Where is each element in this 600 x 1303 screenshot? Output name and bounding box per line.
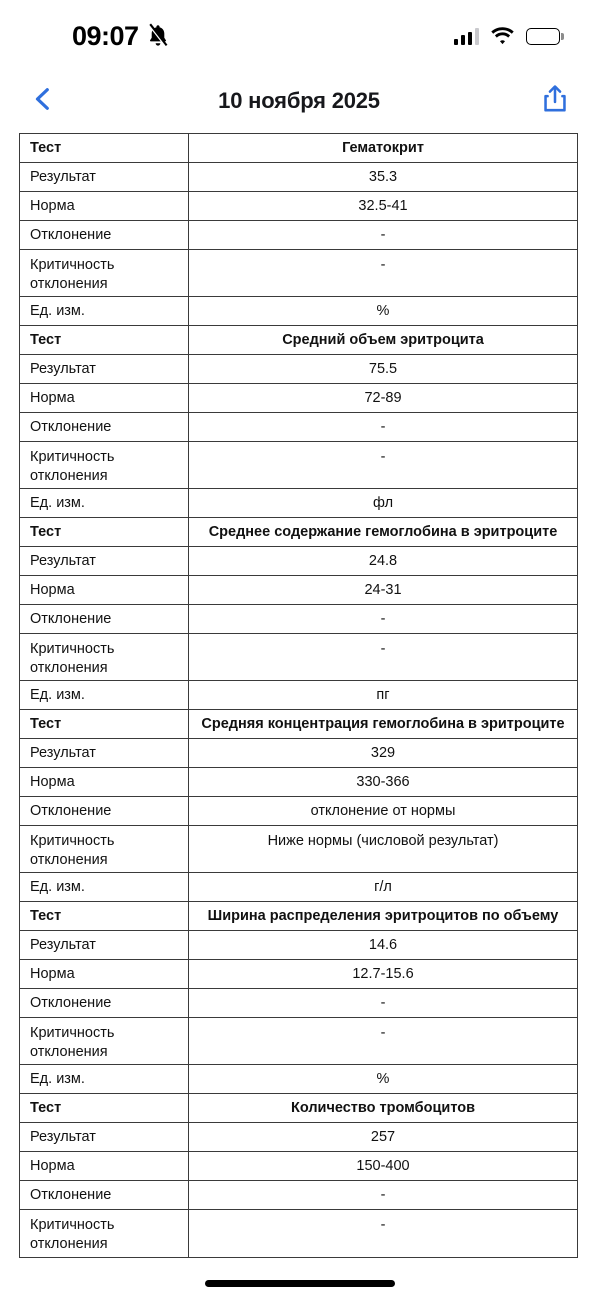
status-bar-left — [72, 20, 170, 51]
table-row — [20, 931, 578, 960]
row-label-unit: Ед. изм. — [20, 873, 189, 902]
table-row — [20, 1065, 578, 1094]
row-label-test: Тест — [20, 326, 189, 355]
cell-unit: пг — [189, 681, 578, 710]
row-label-deviation: Отклонение — [20, 797, 189, 826]
page-title: 10 ноября 2025 — [218, 88, 380, 113]
table-row — [20, 355, 578, 384]
criticality-label-line2: отклонения — [30, 1236, 108, 1253]
row-label-norm: Норма — [20, 768, 189, 797]
row-label-unit: Ед. изм. — [20, 1065, 189, 1094]
table-row — [20, 902, 578, 931]
row-label-norm: Норма — [20, 192, 189, 221]
back-button[interactable] — [26, 84, 60, 118]
row-label-deviation: Отклонение — [20, 989, 189, 1018]
cell-deviation: - — [189, 221, 578, 250]
cell-deviation: - — [189, 413, 578, 442]
row-label-unit: Ед. изм. — [20, 489, 189, 518]
cell-result: 75.5 — [189, 355, 578, 384]
criticality-label-line2: отклонения — [30, 467, 108, 484]
table-row — [20, 547, 578, 576]
battery-icon — [526, 28, 560, 45]
row-label-result: Результат — [20, 931, 189, 960]
row-label-result: Результат — [20, 739, 189, 768]
table-row — [20, 1152, 578, 1181]
cell-test-name: Гематокрит — [189, 134, 578, 163]
table-row — [20, 134, 578, 163]
cell-unit: % — [189, 1065, 578, 1094]
table-row — [20, 1210, 578, 1257]
criticality-label-line2: отклонения — [30, 1043, 108, 1060]
table-row — [20, 605, 578, 634]
cell-result: 24.8 — [189, 547, 578, 576]
table-row — [20, 634, 578, 681]
navigation-bar — [0, 72, 600, 130]
table-row — [20, 221, 578, 250]
cell-test-name: Ширина распределения эритроцитов по объему — [189, 902, 578, 931]
row-label-criticality — [20, 634, 189, 681]
cell-deviation: - — [189, 605, 578, 634]
cell-test-name: Средняя концентрация гемоглобина в эритроците — [189, 710, 578, 739]
share-button[interactable] — [538, 82, 572, 120]
table-row — [20, 768, 578, 797]
row-label-norm: Норма — [20, 576, 189, 605]
cell-norm: 12.7-15.6 — [189, 960, 578, 989]
chevron-left-icon — [28, 84, 58, 119]
table-row — [20, 1123, 578, 1152]
row-label-deviation: Отклонение — [20, 605, 189, 634]
cell-deviation: - — [189, 1181, 578, 1210]
table-row — [20, 576, 578, 605]
row-label-unit: Ед. изм. — [20, 297, 189, 326]
criticality-label-line1: Критичность — [30, 449, 115, 466]
row-label-result: Результат — [20, 163, 189, 192]
row-label-criticality — [20, 1210, 189, 1257]
table-row — [20, 250, 578, 297]
cellular-signal-icon — [454, 28, 480, 45]
home-indicator[interactable] — [205, 1280, 395, 1287]
status-bar-clock: 09:07 — [72, 20, 139, 51]
cell-result: 257 — [189, 1123, 578, 1152]
criticality-label-line2: отклонения — [30, 659, 108, 676]
cell-criticality: - — [189, 250, 578, 297]
cell-criticality: - — [189, 1210, 578, 1257]
table-row — [20, 1181, 578, 1210]
row-label-test: Тест — [20, 710, 189, 739]
table-row — [20, 710, 578, 739]
table-row — [20, 1094, 578, 1123]
cell-test-name: Количество тромбоцитов — [189, 1094, 578, 1123]
criticality-label-line2: отклонения — [30, 851, 108, 868]
table-row — [20, 681, 578, 710]
row-label-result: Результат — [20, 1123, 189, 1152]
row-label-result: Результат — [20, 547, 189, 576]
cell-unit: г/л — [189, 873, 578, 902]
row-label-deviation: Отклонение — [20, 1181, 189, 1210]
cell-criticality: Ниже нормы (числовой результат) — [189, 826, 578, 873]
criticality-label-line1: Критичность — [30, 833, 115, 850]
criticality-label-line1: Критичность — [30, 1217, 115, 1234]
criticality-label-line1: Критичность — [30, 641, 115, 658]
status-bar — [0, 0, 600, 72]
row-label-test: Тест — [20, 518, 189, 547]
row-label-norm: Норма — [20, 1152, 189, 1181]
cell-result: 14.6 — [189, 931, 578, 960]
cell-criticality: - — [189, 634, 578, 681]
cell-norm: 150-400 — [189, 1152, 578, 1181]
cell-norm: 330-366 — [189, 768, 578, 797]
row-label-unit: Ед. изм. — [20, 681, 189, 710]
criticality-label-line1: Критичность — [30, 257, 115, 273]
criticality-label-line2: отклонения — [30, 275, 108, 292]
table-row — [20, 873, 578, 902]
table-row — [20, 739, 578, 768]
table-row — [20, 163, 578, 192]
row-label-norm: Норма — [20, 960, 189, 989]
row-label-criticality — [20, 250, 189, 297]
status-bar-right — [454, 27, 561, 45]
cell-unit: % — [189, 297, 578, 326]
table-row — [20, 326, 578, 355]
cell-norm: 72-89 — [189, 384, 578, 413]
share-icon — [541, 84, 569, 119]
table-row — [20, 826, 578, 873]
row-label-criticality — [20, 826, 189, 873]
wifi-icon — [490, 27, 515, 45]
table-row — [20, 960, 578, 989]
cell-deviation: отклонение от нормы — [189, 797, 578, 826]
cell-result: 329 — [189, 739, 578, 768]
cell-deviation: - — [189, 989, 578, 1018]
row-label-deviation: Отклонение — [20, 221, 189, 250]
table-body — [20, 134, 578, 1258]
lab-results-scroll-area[interactable] — [0, 130, 600, 1258]
bell-slash-icon — [146, 23, 170, 49]
table-row — [20, 297, 578, 326]
table-row — [20, 489, 578, 518]
cell-criticality: - — [189, 442, 578, 489]
row-label-result: Результат — [20, 355, 189, 384]
table-row — [20, 1018, 578, 1065]
lab-results-table — [19, 133, 578, 1258]
row-label-norm: Норма — [20, 384, 189, 413]
row-label-deviation: Отклонение — [20, 413, 189, 442]
table-row — [20, 989, 578, 1018]
cell-norm: 32.5-41 — [189, 192, 578, 221]
table-row — [20, 518, 578, 547]
row-label-test: Тест — [20, 902, 189, 931]
table-row — [20, 413, 578, 442]
criticality-label-line1: Критичность — [30, 1025, 115, 1042]
cell-result: 35.3 — [189, 163, 578, 192]
row-label-test: Тест — [20, 1094, 189, 1123]
table-row — [20, 192, 578, 221]
cell-test-name: Среднее содержание гемоглобина в эритроците — [189, 518, 578, 547]
row-label-criticality — [20, 442, 189, 489]
row-label-test: Тест — [20, 134, 189, 163]
row-label-criticality — [20, 1018, 189, 1065]
table-row — [20, 442, 578, 489]
cell-test-name: Средний объем эритроцита — [189, 326, 578, 355]
table-row — [20, 797, 578, 826]
cell-norm: 24-31 — [189, 576, 578, 605]
cell-criticality: - — [189, 1018, 578, 1065]
table-row — [20, 384, 578, 413]
cell-unit: фл — [189, 489, 578, 518]
